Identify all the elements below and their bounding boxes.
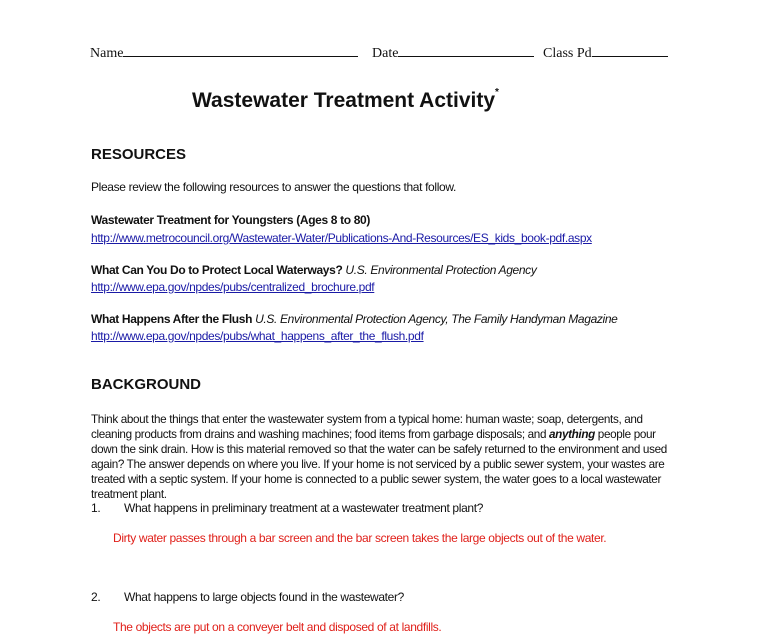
class-period-blank — [592, 44, 668, 57]
class-period-label: Class Pd — [543, 46, 592, 61]
question-1-number: 1. — [91, 501, 101, 515]
resource-2-source: U.S. Environmental Protection Agency — [345, 263, 537, 277]
resource-3-title: What Happens After the Flush — [91, 312, 253, 326]
page-title — [192, 89, 499, 113]
date-field[interactable] — [372, 44, 534, 62]
background-text-1: Think about the things that enter the wastewater system from a typical home: human waste; soap, detergents, and cleaning products from drains and washing machines; food items from garbage disposals; and — [91, 413, 643, 441]
resource-3-line — [91, 312, 618, 326]
title-footnote-mark: * — [495, 87, 499, 98]
resources-heading: RESOURCES — [91, 146, 187, 163]
date-blank — [398, 44, 534, 57]
class-period-field[interactable] — [543, 44, 668, 62]
name-label: Name — [90, 46, 124, 61]
background-heading: BACKGROUND — [91, 376, 201, 393]
resource-2-link[interactable]: http://www.epa.gov/npdes/pubs/centralized_brochure.pdf — [91, 280, 375, 294]
resource-2-line — [91, 263, 536, 277]
resources-intro: Please review the following resources to answer the questions that follow. — [91, 180, 456, 194]
page-title-text: Wastewater Treatment Activity — [192, 89, 496, 112]
date-label: Date — [372, 46, 399, 61]
answer-1-text: Dirty water passes through a bar screen and the bar screen takes the large objects out of the water. — [113, 531, 607, 545]
answer-2-text: The objects are put on a conveyer belt and disposed of at landfills. — [113, 620, 442, 634]
name-field[interactable] — [90, 44, 358, 62]
background-emphasis: anything — [549, 428, 595, 441]
background-paragraph — [91, 412, 683, 502]
question-2-number: 2. — [91, 590, 101, 604]
resource-3-source: U.S. Environmental Protection Agency, The Family Handyman Magazine — [255, 312, 618, 326]
resource-1-line — [91, 213, 370, 227]
question-1-text: What happens in preliminary treatment at a wastewater treatment plant? — [124, 501, 484, 515]
resource-2-title: What Can You Do to Protect Local Waterways? — [91, 263, 343, 277]
background-text-2: people pour down the sink drain. How is this material removed so that the water can be safely returned to the environment and used again? The answer depends on where you live. If your home is not serviced by a public sewer system, your wastes are treated with a septic system. If your home is connected to a public sewer system, the water goes to a local wastewater treatment plant. — [91, 428, 667, 501]
resource-1-link[interactable]: http://www.metrocouncil.org/Wastewater-Water/Publications-And-Resources/ES_kids_book-pdf.aspx — [91, 231, 592, 245]
question-2-text: What happens to large objects found in the wastewater? — [124, 590, 404, 604]
name-blank — [123, 44, 358, 57]
resource-1-title: Wastewater Treatment for Youngsters (Ages 8 to 80) — [91, 213, 371, 227]
resource-3-link[interactable]: http://www.epa.gov/npdes/pubs/what_happens_after_the_flush.pdf — [91, 329, 424, 343]
